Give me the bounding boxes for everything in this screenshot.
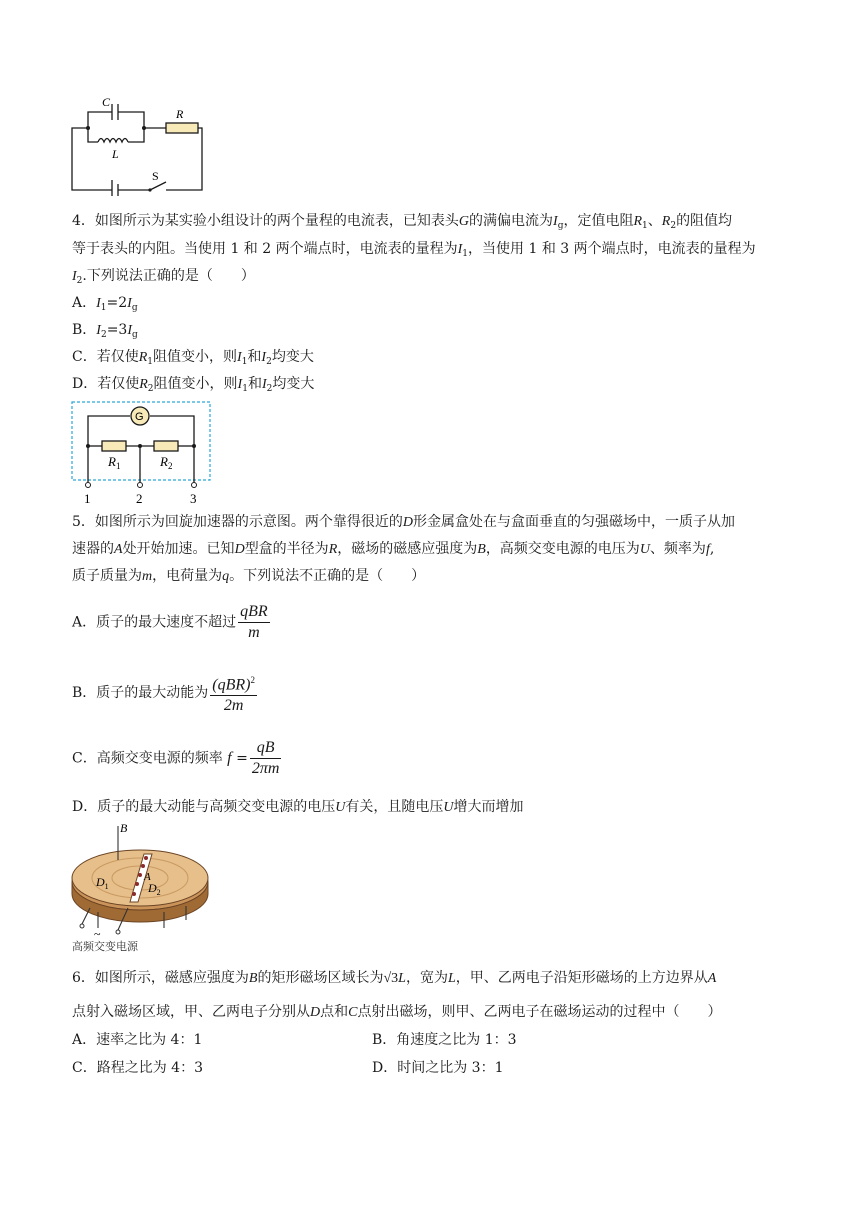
max-speed-fraction: $\frac{\text{qBR}}{m}$ <box>240 603 268 641</box>
r2-label: $R_2$ <box>160 454 173 471</box>
q5-stem-line2: 速器的A处开始加速。已知D型盒的半径为R，磁场的磁感应强度为B，高频交变电源的电压为U、频率为f, <box>72 541 715 557</box>
q6-option-d[interactable]: D．时间之比为 3：1 <box>372 1060 504 1076</box>
terminal-2: 2 <box>136 491 143 506</box>
max-energy-fraction: $\frac{(qBR)^2}{2m}$ <box>210 670 257 716</box>
resistor-label: R <box>176 107 184 121</box>
q5-option-c[interactable]: C．高频交变电源的频率 f = $\frac{qB}{2\pi m}$ <box>72 739 280 777</box>
q6-option-a[interactable]: A．速率之比为 4：1 <box>72 1032 203 1048</box>
power-caption: 高频交变电源 <box>72 940 138 953</box>
q4-stem-line2: 等于表头的内阻。当使用 1 和 2 两个端点时，电流表的量程为$I_1$，当使用 1 和 3 两个端点时，电流表的量程为 <box>72 241 756 259</box>
q4-option-b[interactable]: B．$I_2=3I_g$ <box>72 322 138 340</box>
frequency-fraction: $\frac{qB}{2\pi m}$ <box>251 739 280 777</box>
dee1-label: $D_1$ <box>96 875 109 891</box>
q6-stem-line1: 6．如图所示，磁感应强度为B的矩形磁场区域长为√3L，宽为L，甲、乙两电子沿矩形磁场的上方边界从A <box>72 970 717 986</box>
lc-circuit-figure <box>66 96 212 196</box>
q4-stem-line3: $I_2$.下列说法正确的是（ ） <box>72 268 255 286</box>
q5-option-b[interactable]: B．质子的最大动能为 $\frac{(qBR)^2}{2m}$ <box>72 670 259 716</box>
ammeter-figure <box>70 400 214 506</box>
inductor-label: L <box>112 147 119 161</box>
dee2-label: $D_2$ <box>148 881 161 897</box>
q5-option-d[interactable]: D．质子的最大动能与高频交变电源的电压U有关，且随电压U增大而增加 <box>72 799 524 815</box>
q4-option-a[interactable]: A．$I_1=2I_g$ <box>72 295 138 313</box>
q6-stem-line2: 点射入磁场区域，甲、乙两电子分别从D点和C点射出磁场，则甲、乙两电子在磁场运动的过程中（ ） <box>72 1004 722 1020</box>
q5-stem-line3: 质子质量为m，电荷量为q。下列说法不正确的是（ ） <box>72 568 426 584</box>
galvanometer-label: G <box>135 411 144 423</box>
ac-symbol: ~ <box>94 927 101 941</box>
q4-option-d[interactable]: D．若仅使$R_2$阻值变小，则$I_1$和$I_2$均变大 <box>72 376 315 394</box>
cyclotron-figure <box>68 820 218 956</box>
switch-label: S <box>152 169 159 183</box>
q5-option-a[interactable]: A．质子的最大速度不超过 $\frac{\text{qBR}}{m}$ <box>72 603 268 641</box>
q6-option-b[interactable]: B．角速度之比为 1：3 <box>372 1032 517 1048</box>
q5-stem-line1: 5．如图所示为回旋加速器的示意图。两个靠得很近的D形金属盒处在与盒面垂直的匀强磁场中，一质子从加 <box>72 514 736 530</box>
terminal-3: 3 <box>190 491 197 506</box>
capacitor-label: C <box>102 96 111 109</box>
q4-option-c[interactable]: C．若仅使$R_1$阻值变小，则$I_1$和$I_2$均变大 <box>72 349 314 367</box>
field-b-label: B <box>120 821 128 835</box>
point-a-label: A <box>144 871 151 883</box>
q4-stem-line1: 4．如图所示为某实验小组设计的两个量程的电流表，已知表头G的满偏电流为$I_g$，定值电阻$R_1$、$R_2$的阻值均 <box>72 213 733 231</box>
q6-option-c[interactable]: C．路程之比为 4：3 <box>72 1060 203 1076</box>
r1-label: $R_1$ <box>108 454 121 471</box>
terminal-1: 1 <box>84 491 91 506</box>
